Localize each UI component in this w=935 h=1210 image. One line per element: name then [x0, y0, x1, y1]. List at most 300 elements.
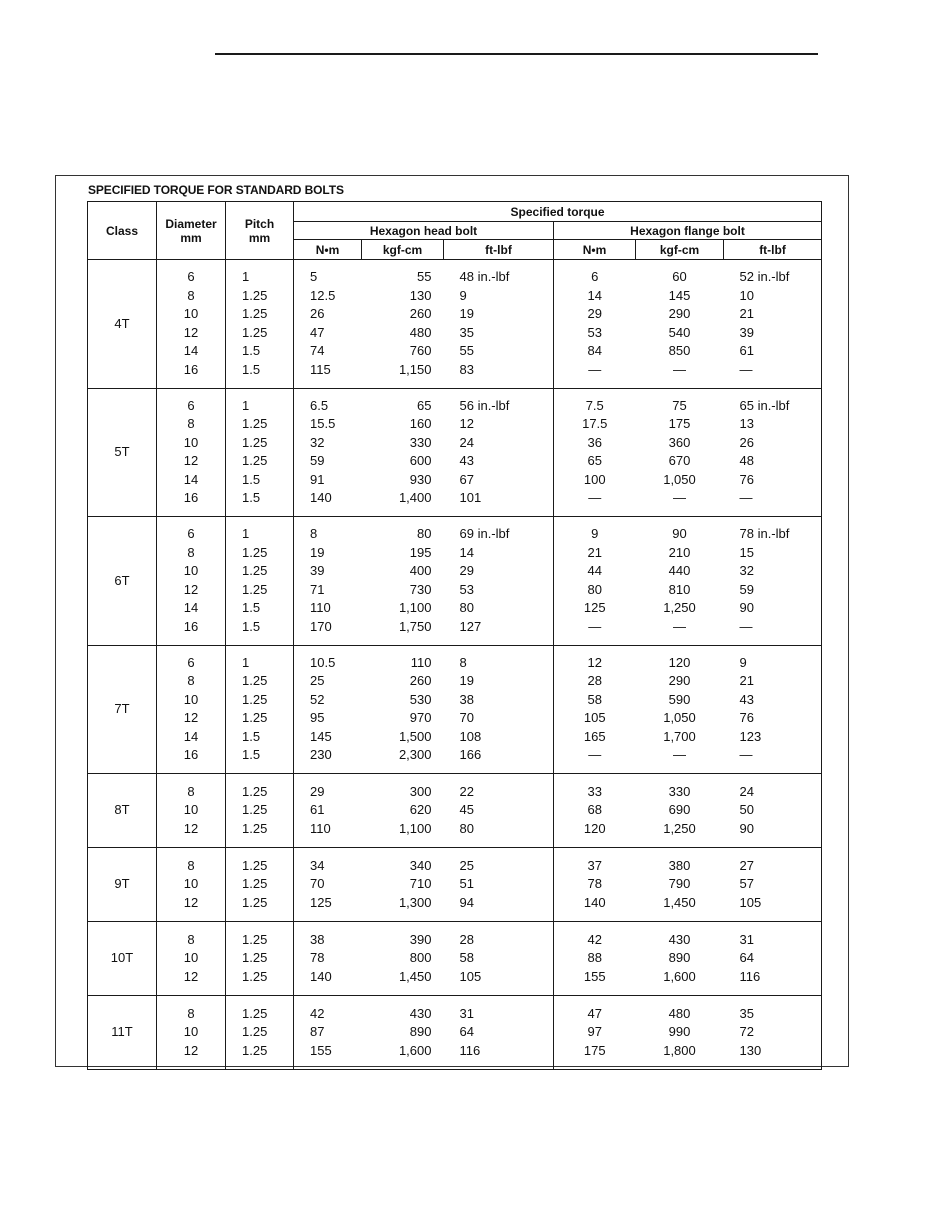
cell-value: 90	[739, 820, 754, 836]
cell-value: 123	[739, 728, 762, 744]
cell-value: 130	[409, 287, 432, 303]
table-row	[88, 922, 822, 996]
cell-value: 16	[183, 361, 199, 377]
class-cell: 8T	[88, 774, 157, 848]
cell-value: 340	[409, 857, 432, 873]
flange-nm-cell	[554, 517, 636, 646]
head-nm-cell-values	[310, 783, 362, 839]
cell-value: 125	[310, 894, 332, 910]
cell-value: 210	[668, 544, 691, 560]
cell-value: 390	[409, 931, 432, 947]
flange-kgfcm-cell	[636, 774, 724, 848]
cell-value: 10	[183, 306, 199, 322]
cell-value: 64	[459, 1024, 474, 1040]
cell-value: 10	[183, 950, 199, 966]
head-nm-cell-values	[310, 654, 362, 765]
flange-ftlbf-cell	[724, 260, 822, 389]
class-group-7t	[88, 645, 822, 774]
cell-value: 12	[587, 654, 602, 670]
header-head-ftlbf: ft-lbf	[444, 240, 554, 260]
cell-value: 47	[587, 1005, 602, 1021]
table-row	[88, 260, 822, 389]
cell-value: 27	[739, 857, 754, 873]
cell-value: 55	[417, 269, 432, 285]
cell-value: 90	[739, 600, 754, 616]
header-diameter-unit: mm	[180, 230, 202, 245]
cell-value: 26	[739, 434, 754, 450]
cell-value: 290	[668, 306, 691, 322]
head-nm-cell	[294, 388, 362, 517]
head-kgfcm-cell	[362, 517, 444, 646]
cell-value: 6	[591, 269, 599, 285]
pitch-cell	[226, 645, 294, 774]
cell-value: 24	[459, 434, 474, 450]
cell-value: 29	[310, 783, 325, 799]
cell-value: 80	[459, 820, 474, 836]
flange-kgfcm-cell-values	[636, 1005, 724, 1061]
cell-value: 690	[668, 802, 691, 818]
cell-value: 1.25	[242, 434, 268, 450]
flange-ftlbf-cell	[724, 848, 822, 922]
cell-value: 14	[183, 343, 199, 359]
class-group-6t	[88, 517, 822, 646]
head-ftlbf-cell	[444, 774, 554, 848]
cell-value: 12	[183, 710, 199, 726]
pitch-cell	[226, 260, 294, 389]
cell-value: 1.25	[242, 691, 268, 707]
cell-value: 15	[739, 544, 754, 560]
cell-value: 175	[583, 1042, 606, 1058]
cell-value: 16	[183, 618, 199, 634]
cell-value: 195	[409, 544, 432, 560]
cell-value: 25	[310, 673, 325, 689]
head-ftlbf-cell	[444, 260, 554, 389]
cell-value: 730	[409, 581, 432, 597]
cell-value: 84	[587, 343, 602, 359]
diameter-cell-values	[157, 931, 225, 987]
cell-value: 760	[409, 343, 432, 359]
cell-value: 1,250	[663, 600, 696, 616]
cell-value: 68	[587, 802, 602, 818]
cell-value: 59	[310, 453, 325, 469]
cell-value: 330	[668, 783, 691, 799]
cell-value: 1.5	[242, 747, 261, 763]
cell-value: 170	[310, 618, 332, 634]
cell-value: 300	[409, 783, 432, 799]
cell-value: 101	[459, 490, 482, 506]
header-hex-flange-bolt: Hexagon flange bolt	[554, 222, 822, 240]
diameter-cell	[157, 388, 226, 517]
head-kgfcm-cell	[362, 645, 444, 774]
cell-value: 590	[668, 691, 691, 707]
header-pitch-label: Pitch	[244, 216, 275, 231]
cell-value: 42	[587, 931, 602, 947]
table-row	[88, 388, 822, 517]
cell-value: 600	[409, 453, 432, 469]
cell-value: 1.25	[242, 581, 268, 597]
cell-value: 710	[409, 876, 432, 892]
cell-value: 166	[459, 747, 482, 763]
head-kgfcm-cell-values	[362, 931, 432, 987]
cell-value: 230	[310, 747, 332, 763]
head-kgfcm-cell-values	[362, 783, 432, 839]
cell-value: 52	[310, 691, 325, 707]
head-nm-cell-values	[310, 1005, 362, 1061]
cell-value: 67	[459, 471, 474, 487]
cell-value: 37	[587, 857, 602, 873]
head-nm-cell-values	[310, 268, 362, 379]
cell-value: 55	[459, 343, 474, 359]
torque-table	[87, 201, 822, 1070]
pitch-cell	[226, 996, 294, 1070]
cell-value: 45	[459, 802, 474, 818]
class-cell: 9T	[88, 848, 157, 922]
cell-value: 56 in.-lbf	[459, 397, 510, 413]
cell-value: 10	[739, 287, 754, 303]
cell-value: 360	[668, 434, 691, 450]
flange-kgfcm-cell-values	[636, 397, 724, 508]
cell-value: 290	[668, 673, 691, 689]
head-ftlbf-cell	[444, 645, 554, 774]
flange-ftlbf-cell	[724, 922, 822, 996]
cell-value: 1.25	[242, 857, 268, 873]
cell-value: 140	[310, 490, 332, 506]
class-cell: 7T	[88, 645, 157, 774]
cell-value: 1.5	[242, 490, 261, 506]
head-nm-cell-values	[310, 857, 362, 913]
cell-value: 115	[310, 361, 331, 377]
cell-value: 1.25	[242, 710, 268, 726]
flange-nm-cell-values	[554, 525, 636, 636]
cell-value: 260	[409, 673, 432, 689]
cell-value: 8	[187, 1005, 195, 1021]
cell-value: 1,600	[663, 968, 696, 984]
pitch-cell	[226, 848, 294, 922]
cell-value: 1	[242, 397, 250, 413]
cell-value: 1,100	[398, 600, 432, 616]
cell-value: 17.5	[582, 416, 608, 432]
cell-value: 52 in.-lbf	[739, 269, 790, 285]
diameter-cell	[157, 848, 226, 922]
flange-nm-cell-values	[554, 1005, 636, 1061]
cell-value: 1,400	[398, 490, 432, 506]
cell-value: 1,050	[663, 710, 696, 726]
class-cell: 5T	[88, 388, 157, 517]
cell-value: —	[588, 747, 602, 763]
cell-value: 33	[587, 783, 602, 799]
cell-value: —	[673, 747, 686, 763]
head-nm-cell-values	[310, 397, 362, 508]
cell-value: 76	[739, 471, 754, 487]
cell-value: 480	[668, 1005, 691, 1021]
class-cell: 4T	[88, 260, 157, 389]
class-cell: 10T	[88, 922, 157, 996]
cell-value: 16	[183, 747, 199, 763]
diameter-cell-values	[157, 1005, 225, 1061]
head-nm-cell	[294, 517, 362, 646]
cell-value: 59	[739, 581, 754, 597]
cell-value: 87	[310, 1024, 325, 1040]
class-group-8t	[88, 774, 822, 848]
cell-value: 120	[668, 654, 691, 670]
cell-value: 1,800	[663, 1042, 696, 1058]
cell-value: 78	[587, 876, 602, 892]
class-group-11t	[88, 996, 822, 1070]
cell-value: 65 in.-lbf	[739, 397, 790, 413]
cell-value: 65	[417, 397, 432, 413]
cell-value: 42	[310, 1005, 325, 1021]
head-ftlbf-cell-values	[460, 1005, 554, 1061]
flange-nm-cell-values	[554, 654, 636, 765]
pitch-cell	[226, 922, 294, 996]
diameter-cell	[157, 922, 226, 996]
cell-value: 39	[310, 563, 325, 579]
flange-kgfcm-cell	[636, 848, 724, 922]
class-cell: 11T	[88, 996, 157, 1070]
cell-value: 80	[417, 526, 432, 542]
cell-value: 8	[459, 654, 467, 670]
cell-value: 8	[187, 857, 195, 873]
cell-value: 480	[409, 324, 432, 340]
cell-value: 790	[668, 876, 691, 892]
head-nm-cell	[294, 774, 362, 848]
cell-value: 48 in.-lbf	[459, 269, 510, 285]
head-ftlbf-cell-values	[460, 654, 554, 765]
cell-value: 1.25	[242, 544, 268, 560]
cell-value: 8	[187, 931, 195, 947]
cell-value: 1.25	[242, 783, 268, 799]
head-nm-cell	[294, 922, 362, 996]
cell-value: 15.5	[310, 416, 336, 432]
cell-value: 1.5	[242, 600, 261, 616]
head-ftlbf-cell	[444, 848, 554, 922]
cell-value: 1,150	[398, 361, 432, 377]
cell-value: 35	[459, 324, 474, 340]
cell-value: 14	[587, 287, 602, 303]
head-nm-cell	[294, 996, 362, 1070]
cell-value: 12	[183, 453, 199, 469]
cell-value: —	[588, 490, 602, 506]
cell-value: 19	[459, 673, 474, 689]
cell-value: 6	[187, 269, 195, 285]
cell-value: 26	[310, 306, 325, 322]
pitch-cell-values	[242, 268, 293, 379]
cell-value: 74	[310, 343, 325, 359]
cell-value: 127	[459, 618, 482, 634]
cell-value: 100	[583, 471, 606, 487]
header-pitch-unit: mm	[248, 230, 271, 245]
cell-value: 80	[587, 581, 602, 597]
head-nm-cell-values	[310, 525, 362, 636]
cell-value: 1.25	[242, 894, 268, 910]
cell-value: 8	[187, 416, 195, 432]
cell-value: 1.25	[242, 453, 268, 469]
cell-value: 140	[310, 968, 332, 984]
cell-value: —	[739, 361, 753, 377]
cell-value: 38	[459, 691, 474, 707]
pitch-cell-values	[242, 857, 293, 913]
cell-value: 145	[310, 728, 332, 744]
flange-ftlbf-cell	[724, 645, 822, 774]
cell-value: 120	[583, 820, 606, 836]
cell-value: 105	[583, 710, 606, 726]
pitch-cell-values	[242, 525, 293, 636]
pitch-cell	[226, 388, 294, 517]
cell-value: —	[673, 618, 686, 634]
cell-value: 1.25	[242, 820, 268, 836]
cell-value: 14	[459, 544, 474, 560]
table-title: SPECIFIED TORQUE FOR STANDARD BOLTS	[88, 183, 344, 197]
cell-value: 36	[587, 434, 602, 450]
pitch-cell	[226, 517, 294, 646]
cell-value: 48	[739, 453, 754, 469]
head-ftlbf-cell	[444, 517, 554, 646]
diameter-cell	[157, 774, 226, 848]
flange-ftlbf-cell-values	[740, 783, 822, 839]
cell-value: 38	[310, 931, 325, 947]
cell-value: 1.25	[242, 563, 268, 579]
cell-value: 12	[459, 416, 474, 432]
cell-value: 61	[310, 802, 325, 818]
cell-value: —	[673, 490, 686, 506]
cell-value: 43	[459, 453, 474, 469]
cell-value: 9	[591, 526, 599, 542]
cell-value: 10	[183, 876, 199, 892]
head-kgfcm-cell	[362, 774, 444, 848]
cell-value: 53	[459, 581, 474, 597]
cell-value: 1,050	[663, 471, 696, 487]
cell-value: 800	[409, 950, 432, 966]
table-row	[88, 774, 822, 848]
cell-value: 1,500	[398, 728, 432, 744]
cell-value: 1.25	[242, 1005, 268, 1021]
cell-value: 19	[310, 544, 325, 560]
cell-value: 80	[459, 600, 474, 616]
flange-kgfcm-cell	[636, 388, 724, 517]
cell-value: 34	[310, 857, 325, 873]
flange-ftlbf-cell	[724, 774, 822, 848]
cell-value: 70	[310, 876, 325, 892]
cell-value: 12	[183, 820, 199, 836]
flange-nm-cell-values	[554, 931, 636, 987]
class-cell: 6T	[88, 517, 157, 646]
cell-value: 44	[587, 563, 602, 579]
flange-ftlbf-cell-values	[740, 1005, 822, 1061]
flange-nm-cell-values	[554, 268, 636, 379]
cell-value: 1,300	[398, 894, 432, 910]
cell-value: 1.25	[242, 673, 268, 689]
cell-value: —	[588, 618, 602, 634]
cell-value: 1.25	[242, 1042, 268, 1058]
cell-value: —	[739, 747, 753, 763]
flange-nm-cell	[554, 388, 636, 517]
cell-value: 140	[583, 894, 606, 910]
cell-value: 9	[459, 287, 467, 303]
cell-value: 12	[183, 581, 199, 597]
diameter-cell-values	[157, 268, 225, 379]
cell-value: 75	[672, 397, 687, 413]
cell-value: 95	[310, 710, 325, 726]
header-hex-head-bolt: Hexagon head bolt	[294, 222, 554, 240]
pitch-cell	[226, 774, 294, 848]
pitch-cell-values	[242, 654, 293, 765]
cell-value: 1.25	[242, 1024, 268, 1040]
cell-value: 850	[668, 343, 691, 359]
head-kgfcm-cell	[362, 996, 444, 1070]
cell-value: 57	[739, 876, 754, 892]
head-nm-cell	[294, 645, 362, 774]
head-kgfcm-cell-values	[362, 1005, 432, 1061]
table-row	[88, 645, 822, 774]
header-diameter	[157, 202, 226, 260]
cell-value: 21	[587, 544, 602, 560]
pitch-cell-values	[242, 397, 293, 508]
head-kgfcm-cell	[362, 922, 444, 996]
cell-value: 890	[409, 1024, 432, 1040]
cell-value: 70	[459, 710, 474, 726]
cell-value: 58	[587, 691, 602, 707]
cell-value: 14	[183, 728, 199, 744]
flange-nm-cell-values	[554, 857, 636, 913]
head-nm-cell-values	[310, 931, 362, 987]
flange-ftlbf-cell-values	[740, 525, 822, 636]
cell-value: 1.5	[242, 343, 261, 359]
header-pitch	[226, 202, 294, 260]
cell-value: 1.5	[242, 471, 261, 487]
head-kgfcm-cell	[362, 260, 444, 389]
cell-value: 1,750	[398, 618, 432, 634]
cell-value: 110	[310, 820, 331, 836]
head-ftlbf-cell-values	[460, 783, 554, 839]
cell-value: 165	[583, 728, 606, 744]
diameter-cell-values	[157, 525, 225, 636]
cell-value: 105	[739, 894, 762, 910]
cell-value: 64	[739, 950, 754, 966]
cell-value: 440	[668, 563, 691, 579]
cell-value: 990	[668, 1024, 691, 1040]
cell-value: 540	[668, 324, 691, 340]
head-kgfcm-cell-values	[362, 397, 432, 508]
cell-value: 78	[310, 950, 325, 966]
cell-value: 21	[739, 306, 754, 322]
cell-value: 1,700	[663, 728, 696, 744]
head-kgfcm-cell	[362, 848, 444, 922]
cell-value: 31	[459, 1005, 474, 1021]
cell-value: 28	[587, 673, 602, 689]
pitch-cell-values	[242, 783, 293, 839]
head-nm-cell	[294, 848, 362, 922]
cell-value: 380	[668, 857, 691, 873]
cell-value: 10	[183, 802, 199, 818]
cell-value: 12	[183, 324, 199, 340]
header-diameter-label: Diameter	[165, 216, 217, 231]
cell-value: 65	[587, 453, 602, 469]
diameter-cell	[157, 996, 226, 1070]
cell-value: 97	[587, 1024, 602, 1040]
cell-value: 130	[739, 1042, 762, 1058]
header-flange-nm: N•m	[554, 240, 636, 260]
cell-value: 72	[739, 1024, 754, 1040]
header-specified-torque: Specified torque	[294, 202, 822, 222]
diameter-cell-values	[157, 654, 225, 765]
cell-value: 25	[459, 857, 474, 873]
table-row	[88, 517, 822, 646]
cell-value: 53	[587, 324, 602, 340]
class-group-10t	[88, 922, 822, 996]
flange-ftlbf-cell-values	[740, 654, 822, 765]
cell-value: 430	[668, 931, 691, 947]
pitch-cell-values	[242, 1005, 293, 1061]
